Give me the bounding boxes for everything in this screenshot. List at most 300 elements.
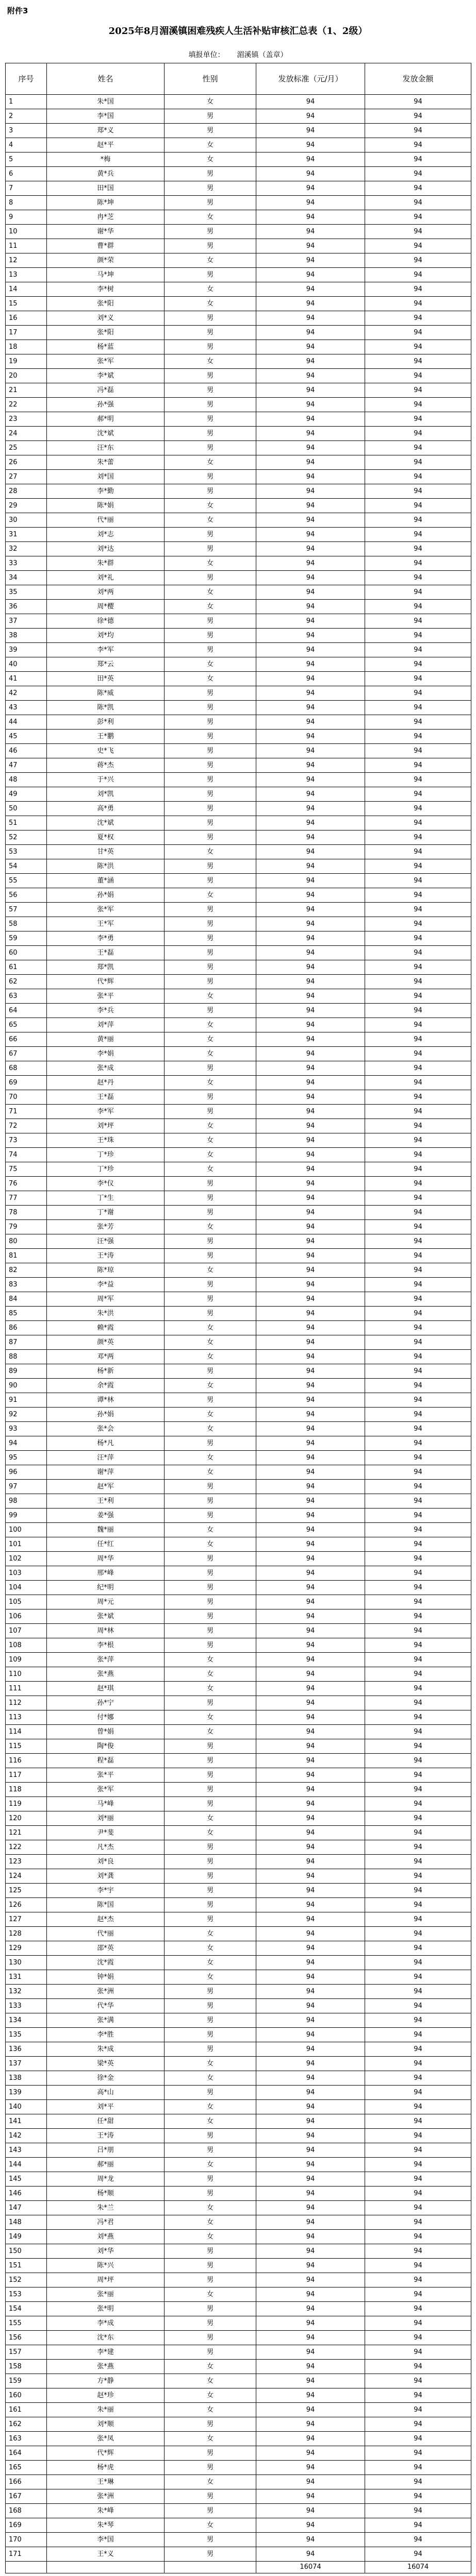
column-header-name: 姓名 (47, 63, 165, 95)
row-standard-cell: 94 (256, 1119, 365, 1133)
row-amount-cell: 94 (365, 1941, 471, 1956)
row-index-cell: 90 (6, 1379, 47, 1393)
row-index-cell: 86 (6, 1321, 47, 1335)
row-standard-cell: 94 (256, 2100, 365, 2114)
table-row (6, 1537, 471, 1552)
row-index-cell: 97 (6, 1480, 47, 1494)
row-standard-cell: 94 (256, 282, 365, 297)
row-standard-cell: 94 (256, 1552, 365, 1566)
row-gender-cell: 男 (165, 542, 256, 556)
row-amount-cell: 94 (365, 2042, 471, 2057)
row-name-cell: 徐*金 (47, 2071, 165, 2086)
row-standard-cell: 94 (256, 629, 365, 643)
row-index-cell: 7 (6, 181, 47, 196)
row-name-cell: *梅 (47, 152, 165, 167)
table-row (6, 686, 471, 701)
row-gender-cell: 女 (165, 455, 256, 470)
row-name-cell: 程*磊 (47, 1754, 165, 1768)
row-index-cell: 46 (6, 744, 47, 758)
row-index-cell: 150 (6, 2244, 47, 2259)
row-name-cell: 张*平 (47, 1768, 165, 1783)
row-amount-cell: 94 (365, 398, 471, 412)
table-row (6, 859, 471, 874)
table-row (6, 989, 471, 1004)
row-standard-cell: 94 (256, 1624, 365, 1638)
row-name-cell: 张*燕 (47, 1667, 165, 1682)
row-amount-cell: 94 (365, 831, 471, 845)
row-standard-cell: 94 (256, 210, 365, 225)
row-standard-cell: 94 (256, 2172, 365, 2187)
row-gender-cell: 男 (165, 802, 256, 816)
table-row (6, 528, 471, 542)
row-index-cell: 149 (6, 2230, 47, 2244)
row-gender-cell: 男 (165, 1638, 256, 1653)
row-standard-cell: 94 (256, 2143, 365, 2158)
row-name-cell: 田*英 (47, 672, 165, 686)
reporting-unit-value: 湄溪镇（盖章） (237, 51, 288, 59)
row-amount-cell: 94 (365, 585, 471, 600)
table-row (6, 2201, 471, 2215)
table-row (6, 1725, 471, 1739)
row-gender-cell: 女 (165, 2158, 256, 2172)
row-index-cell: 167 (6, 2489, 47, 2504)
table-row (6, 542, 471, 556)
row-gender-cell: 男 (165, 2187, 256, 2201)
row-name-cell: 马*峰 (47, 1797, 165, 1811)
table-row (6, 1177, 471, 1191)
row-amount-cell: 94 (365, 1249, 471, 1263)
row-index-cell: 9 (6, 210, 47, 225)
row-index-cell: 166 (6, 2475, 47, 2489)
row-index-cell: 103 (6, 1566, 47, 1581)
row-index-cell: 33 (6, 556, 47, 571)
row-amount-cell: 94 (365, 758, 471, 773)
row-standard-cell: 94 (256, 1090, 365, 1105)
row-standard-cell: 94 (256, 1855, 365, 1869)
row-gender-cell: 男 (165, 715, 256, 730)
row-amount-cell: 94 (365, 1004, 471, 1018)
row-index-cell: 132 (6, 1985, 47, 1999)
row-name-cell: 甘*英 (47, 845, 165, 859)
row-name-cell: 李*仪 (47, 1177, 165, 1191)
row-gender-cell: 男 (165, 1754, 256, 1768)
row-index-cell: 164 (6, 2446, 47, 2461)
row-amount-cell: 94 (365, 1047, 471, 1061)
table-row (6, 2302, 471, 2316)
table-row (6, 2042, 471, 2057)
row-name-cell: 赵*杰 (47, 1912, 165, 1927)
row-amount-cell: 94 (365, 1032, 471, 1047)
row-standard-cell: 94 (256, 2215, 365, 2230)
row-standard-cell: 94 (256, 109, 365, 124)
row-amount-cell: 94 (365, 1480, 471, 1494)
row-gender-cell: 男 (165, 167, 256, 181)
row-name-cell: 赵*丹 (47, 1076, 165, 1090)
row-gender-cell: 男 (165, 1855, 256, 1869)
row-name-cell: 张*洲 (47, 1985, 165, 1999)
row-gender-cell: 男 (165, 326, 256, 340)
row-index-cell: 20 (6, 369, 47, 383)
row-amount-cell: 94 (365, 513, 471, 528)
row-name-cell: 陈*娟 (47, 499, 165, 513)
row-gender-cell: 女 (165, 585, 256, 600)
table-row (6, 2446, 471, 2461)
row-standard-cell: 94 (256, 441, 365, 455)
row-name-cell: 朱*峰 (47, 2504, 165, 2518)
row-index-cell: 35 (6, 585, 47, 600)
row-index-cell: 15 (6, 297, 47, 311)
row-name-cell: 吕*朋 (47, 2143, 165, 2158)
row-gender-cell: 男 (165, 1278, 256, 1292)
row-standard-cell: 94 (256, 2057, 365, 2071)
row-name-cell: 张*明 (47, 2302, 165, 2316)
row-standard-cell: 94 (256, 1927, 365, 1941)
row-index-cell: 85 (6, 1307, 47, 1321)
row-standard-cell: 94 (256, 2489, 365, 2504)
row-gender-cell: 男 (165, 2086, 256, 2100)
row-index-cell: 68 (6, 1061, 47, 1076)
table-row (6, 383, 471, 398)
row-index-cell: 115 (6, 1739, 47, 1754)
row-name-cell: 周*樱 (47, 600, 165, 614)
row-gender-cell: 女 (165, 2100, 256, 2114)
row-amount-cell: 94 (365, 95, 471, 109)
row-name-cell: 刘*萍 (47, 1018, 165, 1032)
row-name-cell: 代*丽 (47, 513, 165, 528)
row-gender-cell: 女 (165, 1263, 256, 1278)
row-index-cell: 154 (6, 2302, 47, 2316)
row-index-cell: 109 (6, 1653, 47, 1667)
row-index-cell: 29 (6, 499, 47, 513)
row-standard-cell: 94 (256, 1768, 365, 1783)
row-gender-cell: 男 (165, 758, 256, 773)
table-row (6, 2388, 471, 2403)
row-amount-cell: 94 (365, 672, 471, 686)
row-amount-cell: 94 (365, 1393, 471, 1408)
row-name-cell: 邵*英 (47, 1941, 165, 1956)
table-row (6, 1682, 471, 1696)
row-name-cell: 郝*明 (47, 412, 165, 427)
row-name-cell: 汪*强 (47, 1234, 165, 1249)
row-standard-cell: 94 (256, 2028, 365, 2042)
row-amount-cell: 94 (365, 2187, 471, 2201)
table-row (6, 2273, 471, 2287)
row-amount-cell: 94 (365, 2230, 471, 2244)
row-gender-cell: 男 (165, 2244, 256, 2259)
row-name-cell: 李*国 (47, 2533, 165, 2547)
row-amount-cell: 94 (365, 2114, 471, 2129)
row-gender-cell: 女 (165, 1162, 256, 1177)
row-standard-cell: 94 (256, 2533, 365, 2547)
row-standard-cell: 94 (256, 1509, 365, 1523)
row-index-cell: 83 (6, 1278, 47, 1292)
row-gender-cell: 男 (165, 730, 256, 744)
row-gender-cell: 女 (165, 1032, 256, 1047)
table-row (6, 1638, 471, 1653)
row-name-cell: 沈*斌 (47, 427, 165, 441)
table-row (6, 1898, 471, 1912)
row-name-cell: 谢*萍 (47, 1465, 165, 1480)
row-gender-cell: 男 (165, 859, 256, 874)
table-row (6, 758, 471, 773)
row-index-cell: 10 (6, 225, 47, 239)
row-name-cell: 汪*萍 (47, 1451, 165, 1465)
table-row (6, 1047, 471, 1061)
row-gender-cell: 女 (165, 1667, 256, 1682)
row-standard-cell: 94 (256, 311, 365, 326)
row-index-cell: 59 (6, 931, 47, 946)
row-index-cell: 78 (6, 1206, 47, 1220)
row-gender-cell: 女 (165, 138, 256, 152)
table-row (6, 311, 471, 326)
table-row (6, 2475, 471, 2489)
table-row (6, 369, 471, 383)
table-row (6, 1480, 471, 1494)
row-gender-cell: 女 (165, 1811, 256, 1826)
row-index-cell: 74 (6, 1148, 47, 1162)
total-standard-cell: 16074 (256, 2562, 365, 2573)
row-name-cell: 梁*英 (47, 2057, 165, 2071)
row-index-cell: 151 (6, 2259, 47, 2273)
row-amount-cell: 94 (365, 1307, 471, 1321)
row-index-cell: 118 (6, 1783, 47, 1797)
table-row (6, 903, 471, 917)
table-row (6, 643, 471, 657)
row-index-cell: 55 (6, 874, 47, 888)
row-index-cell: 63 (6, 989, 47, 1004)
row-index-cell: 54 (6, 859, 47, 874)
row-name-cell: 李*树 (47, 282, 165, 297)
row-gender-cell: 女 (165, 1321, 256, 1335)
table-row (6, 787, 471, 802)
table-row (6, 1710, 471, 1725)
row-name-cell: 朱*琴 (47, 2518, 165, 2533)
table-row (6, 167, 471, 181)
row-standard-cell: 94 (256, 802, 365, 816)
row-standard-cell: 94 (256, 326, 365, 340)
row-index-cell: 163 (6, 2432, 47, 2446)
row-name-cell: 孙*宁 (47, 1696, 165, 1710)
table-row (6, 484, 471, 499)
row-index-cell: 117 (6, 1768, 47, 1783)
row-gender-cell: 女 (165, 1653, 256, 1667)
table-row (6, 946, 471, 960)
row-name-cell: 王*琳 (47, 2475, 165, 2489)
row-amount-cell: 94 (365, 730, 471, 744)
table-row (6, 701, 471, 715)
table-row (6, 931, 471, 946)
row-gender-cell: 男 (165, 1177, 256, 1191)
row-index-cell: 80 (6, 1234, 47, 1249)
row-index-cell: 88 (6, 1350, 47, 1364)
row-standard-cell: 94 (256, 398, 365, 412)
row-gender-cell: 男 (165, 1624, 256, 1638)
row-name-cell: 钟*娟 (47, 1970, 165, 1985)
row-amount-cell: 94 (365, 2287, 471, 2302)
row-name-cell: 李*国 (47, 109, 165, 124)
table-row (6, 1191, 471, 1206)
table-row (6, 1263, 471, 1278)
row-standard-cell: 94 (256, 470, 365, 484)
table-row (6, 730, 471, 744)
total-index-cell (6, 2562, 47, 2573)
row-name-cell: 李*斌 (47, 369, 165, 383)
table-row (6, 1696, 471, 1710)
row-gender-cell: 女 (165, 2071, 256, 2086)
row-standard-cell: 94 (256, 1783, 365, 1797)
table-row (6, 499, 471, 513)
table-row (6, 2287, 471, 2302)
row-gender-cell: 男 (165, 1249, 256, 1263)
row-index-cell: 45 (6, 730, 47, 744)
row-index-cell: 14 (6, 282, 47, 297)
row-index-cell: 92 (6, 1408, 47, 1422)
row-amount-cell: 94 (365, 773, 471, 787)
row-name-cell: 李*胜 (47, 2028, 165, 2042)
row-gender-cell: 男 (165, 2013, 256, 2028)
row-standard-cell: 94 (256, 2187, 365, 2201)
row-index-cell: 49 (6, 787, 47, 802)
row-index-cell: 79 (6, 1220, 47, 1234)
row-name-cell: 王*利 (47, 1494, 165, 1509)
row-gender-cell: 女 (165, 888, 256, 903)
row-standard-cell: 94 (256, 2518, 365, 2533)
row-name-cell: 谢*华 (47, 225, 165, 239)
row-name-cell: 朱*群 (47, 556, 165, 571)
row-standard-cell: 94 (256, 340, 365, 354)
table-row (6, 1436, 471, 1451)
table-row (6, 95, 471, 109)
table-row (6, 354, 471, 369)
row-index-cell: 2 (6, 109, 47, 124)
row-amount-cell: 94 (365, 282, 471, 297)
row-gender-cell: 男 (165, 629, 256, 643)
row-gender-cell: 女 (165, 1826, 256, 1840)
row-index-cell: 105 (6, 1595, 47, 1609)
row-index-cell: 153 (6, 2287, 47, 2302)
table-row (6, 1811, 471, 1826)
table-row (6, 2230, 471, 2244)
row-standard-cell: 94 (256, 1739, 365, 1754)
row-name-cell: 冉*芝 (47, 210, 165, 225)
row-gender-cell: 女 (165, 297, 256, 311)
row-standard-cell: 94 (256, 816, 365, 831)
row-name-cell: 朱*成 (47, 2042, 165, 2057)
row-amount-cell: 94 (365, 1321, 471, 1335)
row-index-cell: 96 (6, 1465, 47, 1480)
row-index-cell: 27 (6, 470, 47, 484)
table-row (6, 1422, 471, 1436)
row-gender-cell: 男 (165, 1840, 256, 1855)
row-amount-cell: 94 (365, 874, 471, 888)
row-index-cell: 125 (6, 1884, 47, 1898)
row-index-cell: 119 (6, 1797, 47, 1811)
row-gender-cell: 女 (165, 1970, 256, 1985)
table-row (6, 2316, 471, 2331)
row-standard-cell: 94 (256, 1581, 365, 1595)
table-row (6, 2100, 471, 2114)
row-standard-cell: 94 (256, 1985, 365, 1999)
row-amount-cell: 94 (365, 167, 471, 181)
row-standard-cell: 94 (256, 1133, 365, 1148)
row-gender-cell: 男 (165, 1292, 256, 1307)
row-name-cell: 冯*君 (47, 2215, 165, 2230)
row-name-cell: 纪*明 (47, 1581, 165, 1595)
row-amount-cell: 94 (365, 1985, 471, 1999)
table-row (6, 1927, 471, 1941)
row-amount-cell: 94 (365, 2143, 471, 2158)
row-name-cell: 李*勤 (47, 484, 165, 499)
row-amount-cell: 94 (365, 412, 471, 427)
row-amount-cell: 94 (365, 124, 471, 138)
row-amount-cell: 94 (365, 2013, 471, 2028)
row-index-cell: 168 (6, 2504, 47, 2518)
row-amount-cell: 94 (365, 1884, 471, 1898)
row-name-cell: 于*兴 (47, 773, 165, 787)
row-gender-cell: 男 (165, 2504, 256, 2518)
row-standard-cell: 94 (256, 2013, 365, 2028)
row-name-cell: 郑*义 (47, 124, 165, 138)
row-amount-cell: 94 (365, 542, 471, 556)
row-gender-cell: 男 (165, 1307, 256, 1321)
row-index-cell: 41 (6, 672, 47, 686)
row-standard-cell: 94 (256, 542, 365, 556)
row-name-cell: 郑*凯 (47, 960, 165, 975)
row-gender-cell: 男 (165, 2259, 256, 2273)
row-index-cell: 91 (6, 1393, 47, 1408)
table-row (6, 975, 471, 989)
row-index-cell: 127 (6, 1912, 47, 1927)
row-name-cell: 李*勇 (47, 931, 165, 946)
table-row (6, 1754, 471, 1768)
table-row (6, 282, 471, 297)
row-amount-cell: 94 (365, 1855, 471, 1869)
row-index-cell: 5 (6, 152, 47, 167)
row-index-cell: 42 (6, 686, 47, 701)
table-row (6, 1624, 471, 1638)
row-gender-cell: 男 (165, 2273, 256, 2287)
row-name-cell: 王*军 (47, 917, 165, 931)
row-index-cell: 48 (6, 773, 47, 787)
row-standard-cell: 94 (256, 1884, 365, 1898)
row-gender-cell: 女 (165, 253, 256, 268)
row-amount-cell: 94 (365, 1494, 471, 1509)
row-amount-cell: 94 (365, 975, 471, 989)
row-amount-cell: 94 (365, 686, 471, 701)
row-amount-cell: 94 (365, 2374, 471, 2388)
row-gender-cell: 女 (165, 1682, 256, 1696)
total-amount-cell: 16074 (365, 2562, 471, 2573)
table-row (6, 225, 471, 239)
row-amount-cell: 94 (365, 2547, 471, 2562)
row-index-cell: 138 (6, 2071, 47, 2086)
row-name-cell: 张*阳 (47, 326, 165, 340)
row-gender-cell: 女 (165, 672, 256, 686)
table-row (6, 2259, 471, 2273)
row-amount-cell: 94 (365, 369, 471, 383)
row-name-cell: 朱*蕾 (47, 455, 165, 470)
row-gender-cell: 男 (165, 1061, 256, 1076)
table-row (6, 1162, 471, 1177)
row-standard-cell: 94 (256, 138, 365, 152)
table-row (6, 2533, 471, 2547)
row-name-cell: 田*国 (47, 181, 165, 196)
row-amount-cell: 94 (365, 1797, 471, 1811)
row-standard-cell: 94 (256, 484, 365, 499)
row-name-cell: 曾*娟 (47, 1725, 165, 1739)
row-gender-cell: 女 (165, 1537, 256, 1552)
row-amount-cell: 94 (365, 210, 471, 225)
